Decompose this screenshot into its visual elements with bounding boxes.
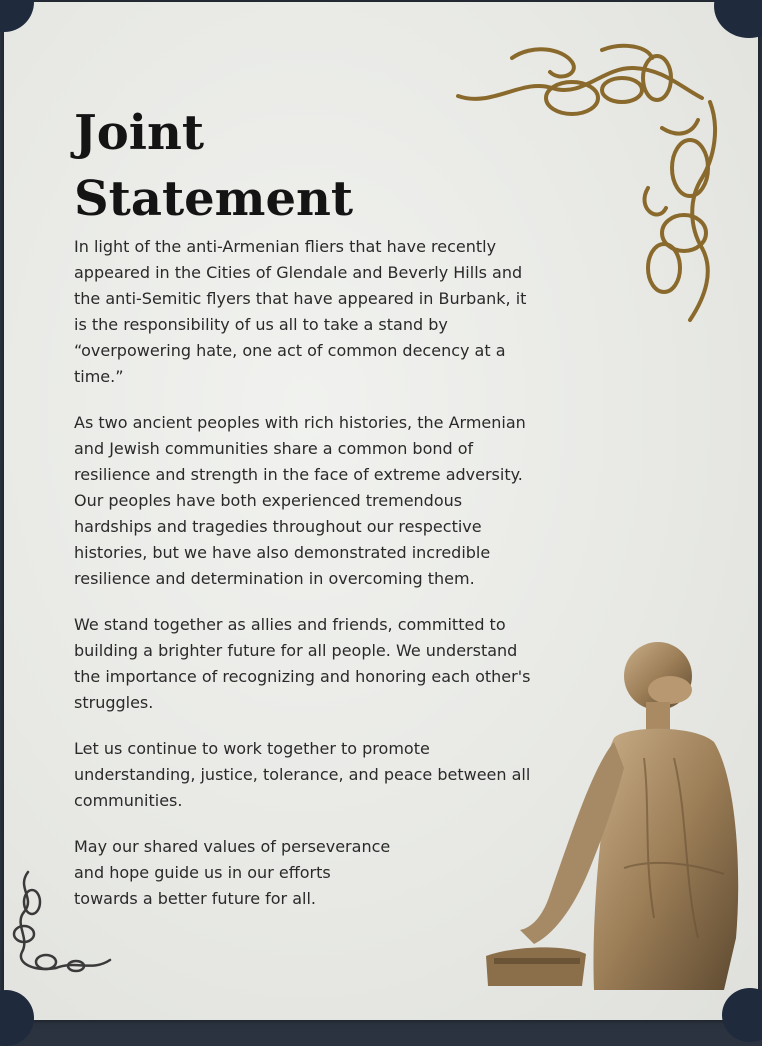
statement-body (74, 234, 544, 932)
corner-tab-top-left (0, 0, 34, 32)
paragraph-4: Let us continue to work together to promote understanding, justice, tolerance, and peace between all communities. (74, 739, 531, 810)
paragraph-5: May our shared values of perseverance and hope guide us in our efforts towards a better future for all. (74, 837, 391, 908)
title-line-1: Joint (74, 105, 205, 161)
paragraph-2: As two ancient peoples with rich histories, the Armenian and Jewish communities share a common bond of resilience and strength in the face of extreme adversity. Our peoples have both experienced tremendous hardships and tragedies throughout our respective histories, but we have also demonstrated incredible resilience and determination in overcoming them. (74, 413, 526, 588)
paragraph-1: In light of the anti-Armenian fliers that have recently appeared in the Cities of Glendale and Beverly Hills and the anti-Semitic flyers that have appeared in Burbank, it is the responsibility of us all to take a stand by “overpowering hate, one act of common decency at a time.” (74, 237, 527, 386)
document-page (4, 2, 758, 1020)
paragraph-3: We stand together as allies and friends, committed to building a brighter future for all people. We understand the importance of recognizing and honoring each other's struggles. (74, 615, 531, 712)
corner-tab-bottom-left (0, 990, 34, 1046)
page-title (74, 100, 353, 232)
title-line-2: Statement (74, 171, 354, 227)
corner-tab-bottom-right (722, 988, 762, 1042)
corner-tab-top-right (714, 0, 762, 38)
